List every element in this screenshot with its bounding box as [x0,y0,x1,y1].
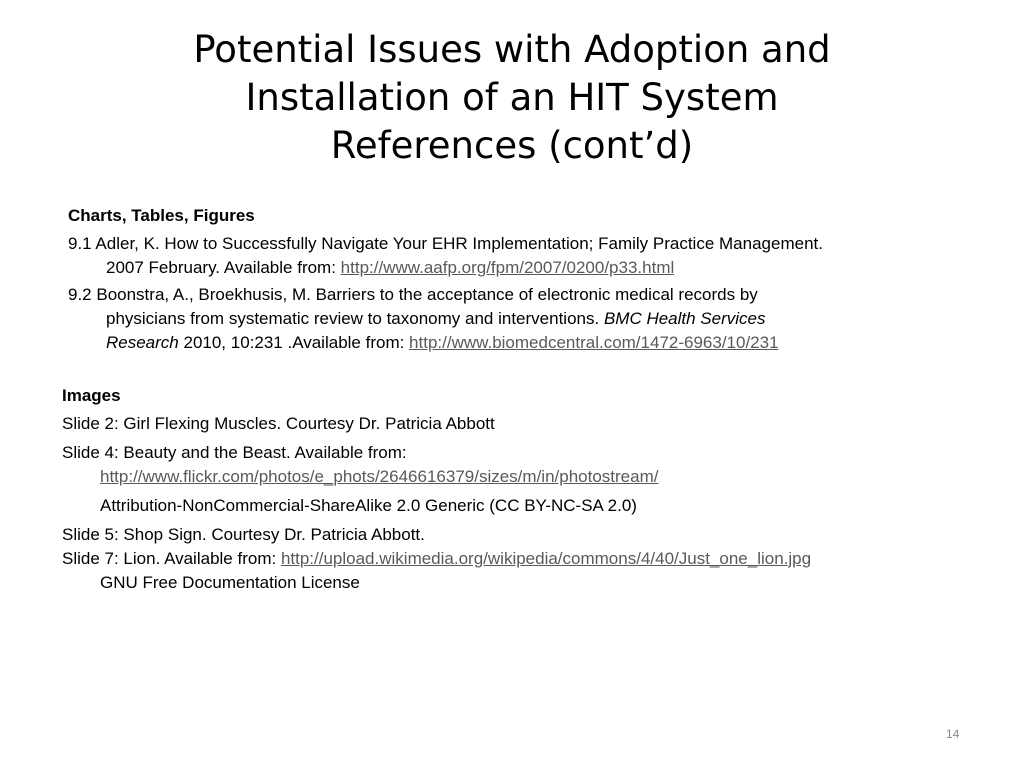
page-number: 14 [946,727,960,741]
section-heading-images: Images [62,386,121,405]
slide-4-link[interactable]: http://www.flickr.com/photos/e_phots/2646616379/sizes/m/in/photostream/ [100,467,659,486]
reference-9-2 [68,283,968,355]
charts-tables-figures-section [68,205,968,358]
ref-9-2-line3-text: 2010, 10:231 .Available from: [178,333,410,352]
slide-title [0,26,1024,170]
ref-9-2-journal-part1: BMC Health Services [603,309,766,328]
ref-9-2-journal-part2: Research [106,333,179,352]
ref-9-2-line2-text: physicians from systematic review to taxonomy and interventions. [106,309,604,328]
ref-9-1-available-text: 2007 February. Available from: [106,258,341,277]
slide-7-credit [62,547,982,571]
images-section [62,385,982,595]
slide-2-credit: Slide 2: Girl Flexing Muscles. Courtesy Dr. Patricia Abbott [62,414,495,433]
title-line-2: Installation of an HIT System [245,76,779,119]
section-heading-charts: Charts, Tables, Figures [68,206,255,225]
ref-9-2-line2 [68,307,968,331]
slide-4-link-line [62,465,982,489]
title-line-3: References (cont’d) [330,124,694,167]
ref-9-1-line2 [68,256,968,280]
ref-9-2-line3 [68,331,968,355]
slide-7-text: Slide 7: Lion. Available from: [62,549,281,568]
title-line-1: Potential Issues with Adoption and [193,28,831,71]
ref-9-1-link[interactable]: http://www.aafp.org/fpm/2007/0200/p33.html [340,258,675,277]
ref-9-2-link[interactable]: http://www.biomedcentral.com/1472-6963/10/231 [409,333,779,352]
ref-9-2-line1: 9.2 Boonstra, A., Broekhusis, M. Barriers to the acceptance of electronic medical records by [68,285,758,304]
reference-9-1 [68,232,968,280]
slide-7-license: GNU Free Documentation License [100,573,360,592]
slide-5-credit: Slide 5: Shop Sign. Courtesy Dr. Patricia Abbott. [62,525,425,544]
slide-4-license: Attribution-NonCommercial-ShareAlike 2.0 Generic (CC BY-NC-SA 2.0) [100,496,637,515]
slide-4-credit: Slide 4: Beauty and the Beast. Available from: [62,443,407,462]
slide-7-link[interactable]: http://upload.wikimedia.org/wikipedia/commons/4/40/Just_one_lion.jpg [280,549,812,568]
ref-9-1-line1: 9.1 Adler, K. How to Successfully Navigate Your EHR Implementation; Family Practice Management. [68,234,823,253]
